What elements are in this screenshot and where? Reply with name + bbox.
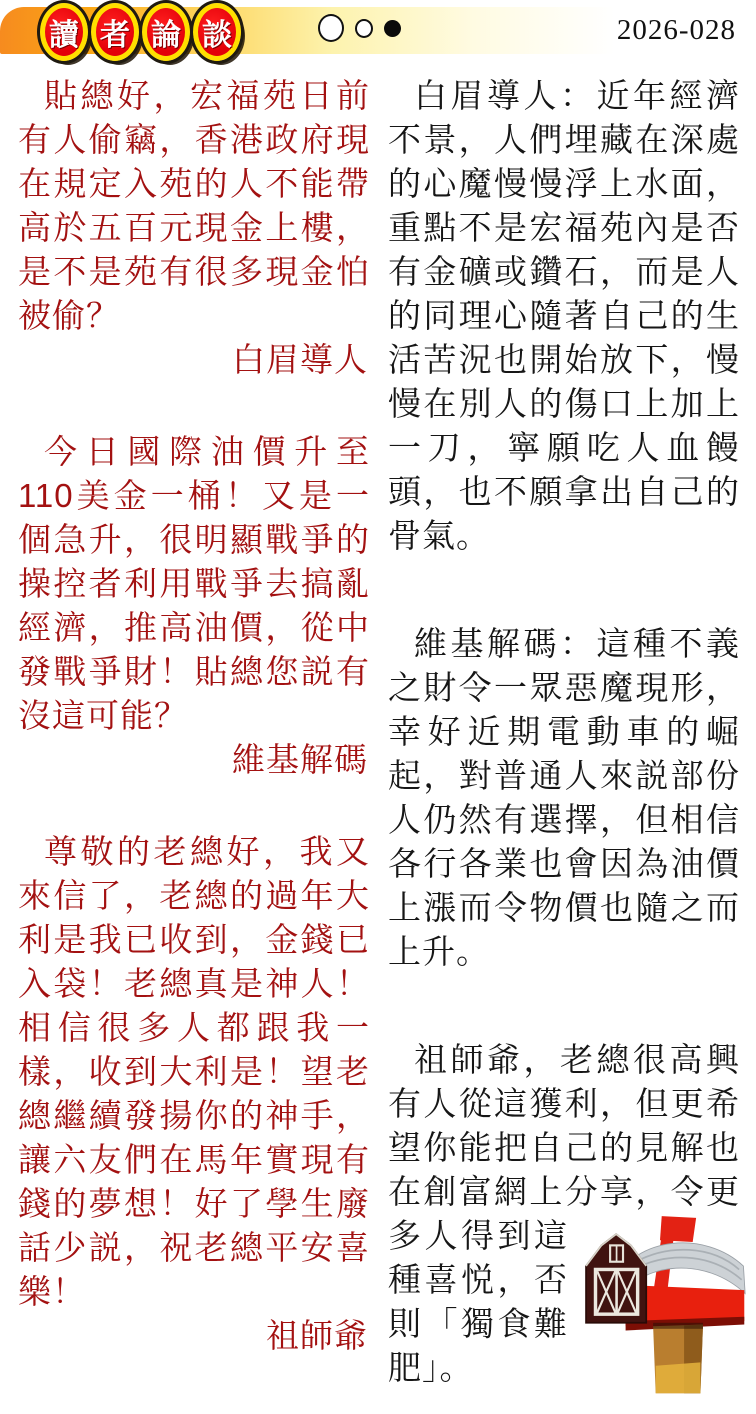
editor-reply-1: [388, 74, 740, 558]
editor-reply-2: [388, 622, 740, 974]
filled-black-circle-icon: [384, 20, 401, 37]
reader-letters-column: [18, 74, 370, 1358]
letter-body: 貼總好，宏福苑日前有人偷竊，香港政府現在規定入苑的人不能帶高於五百元現金上樓，是不是苑有很多現金怕被偷？: [18, 77, 370, 334]
reader-letter-3: [18, 830, 370, 1358]
editor-reply-3: [388, 1038, 740, 1390]
letter-body: 今日國際油價升至110美金一桶！又是一個急升，很明顯戰爭的操控者利用戰爭去搞亂經濟，推高油價，從中發戰爭財！貼總您説有沒這可能？: [18, 433, 370, 734]
reply-body: [388, 1038, 740, 1390]
reply-body: 白眉導人：近年經濟不景，人們埋藏在深處的心魔慢慢浮上水面，重點不是宏福苑內是否有金礦或鑽石，而是人的同理心隨著自己的生活苦況也開始放下，慢慢在別人的傷口上加上一刀，寧願吃人血饅頭，也不願拿出自己的骨氣。: [388, 77, 740, 554]
editor-replies-column: [388, 74, 740, 1396]
reader-letter-2: [18, 430, 370, 782]
large-white-circle-icon: [318, 14, 344, 42]
letter-signature: 祖師爺: [266, 1317, 368, 1354]
column-title-badges: [40, 3, 241, 61]
title-badge-4: 談: [193, 3, 241, 61]
title-badge-1: 讀: [40, 3, 88, 61]
mailbox-image: [574, 1210, 746, 1396]
reply-body: 維基解碼：這種不義之財令一眾惡魔現形，幸好近期電動車的崛起，對普通人來説部份人仍然有選擇，但相信各行各業也會因為油價上漲而令物價也隨之而上升。: [388, 625, 740, 970]
reply-body-after-image: 更多人得到這種喜悦，否則「獨食難肥」。: [388, 1173, 740, 1386]
mailbox-flag: [660, 1216, 696, 1242]
decorative-circles: [318, 14, 401, 42]
letter-signature: 白眉導人: [232, 341, 368, 378]
reader-letter-1: [18, 74, 370, 382]
title-badge-3: 論: [142, 3, 190, 61]
small-white-circle-icon: [355, 19, 373, 38]
reply-body-before-image: 祖師爺，老總很高興有人從這獲利，但更希望你能把自己的見解也在創富網上分享，令: [388, 1041, 740, 1210]
letter-signature: 維基解碼: [232, 741, 368, 778]
letter-body: 尊敬的老總好，我又來信了，老總的過年大利是我已收到，金錢已入袋！老總真是神人！相信很多人都跟我一樣，收到大利是！望老總繼續發揚你的神手，讓六友們在馬年實現有錢的夢想！好了學生廢話少説，祝老總平安喜樂！: [18, 833, 370, 1310]
masthead: [0, 0, 756, 70]
issue-number: 2026-028: [616, 14, 736, 46]
title-badge-2: 者: [91, 3, 139, 61]
